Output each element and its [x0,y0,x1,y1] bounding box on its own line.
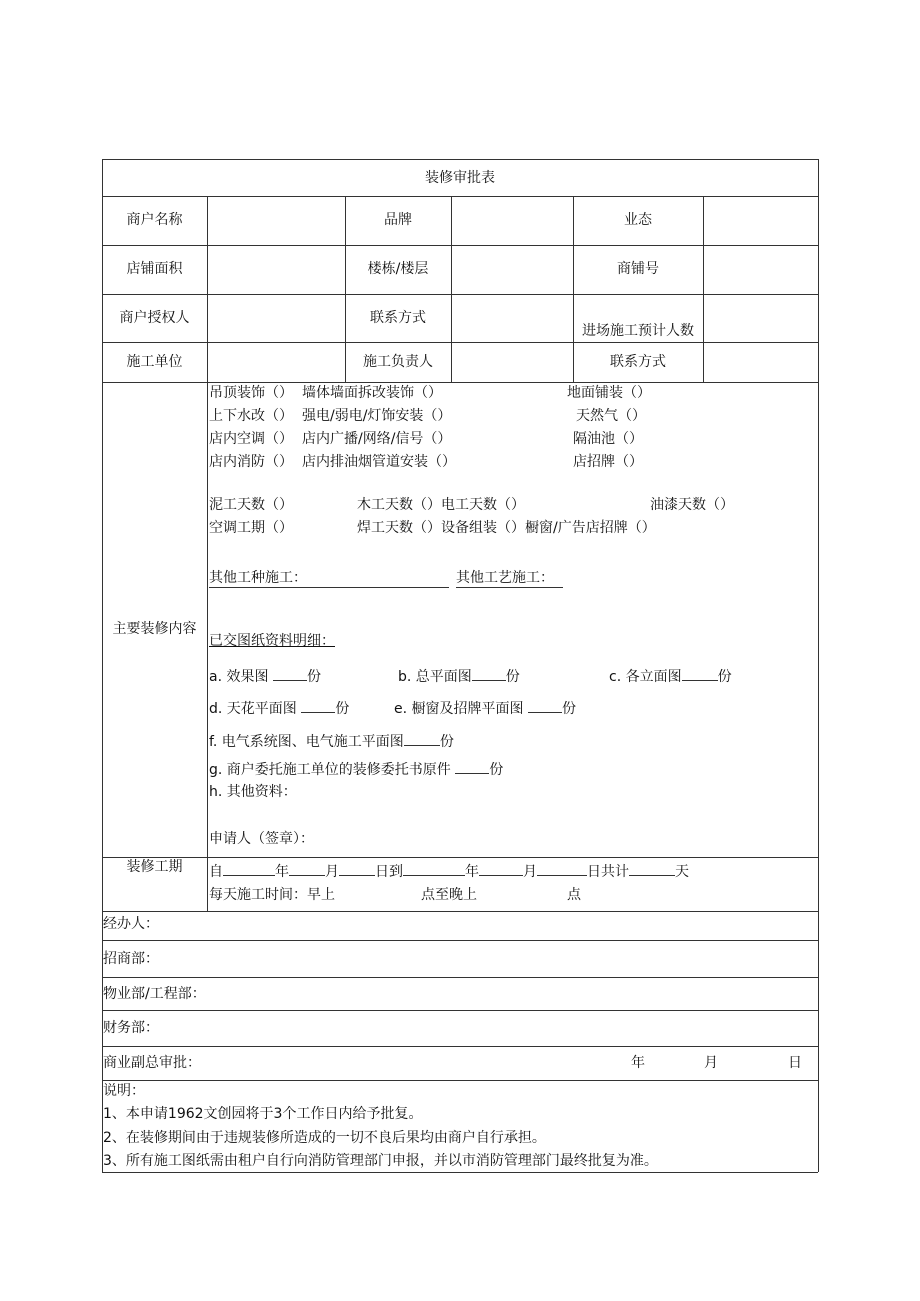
label-contractor: 施工单位 [126,354,183,370]
unit: 份 [717,669,732,685]
drawing-label: c. 各立面图 [609,669,682,685]
date-day: 日 [788,1055,802,1071]
unit: 份 [505,669,520,685]
label-main-content: 主要装修内容 [112,621,197,637]
label-contact-2: 联系方式 [610,354,666,370]
daily-time-to: 点至晚上 [421,887,477,903]
label-building-floor: 楼栋/楼层 [367,261,429,277]
count-blank[interactable] [682,666,718,681]
days-field[interactable]: 泥工天数（） [209,497,293,513]
date-year: 年 [631,1055,645,1071]
divider [102,159,818,160]
daily-time-label: 每天施工时间：早上 [209,887,335,903]
divider [102,1010,818,1011]
leasing-dept-field[interactable]: 招商部： [103,951,159,967]
note: 2、在装修期间由于违规装修所造成的一切不良后果均由商户自行承担。 [103,1130,546,1146]
divider [451,196,452,382]
finance-dept-field[interactable]: 财务部： [103,1020,159,1036]
checkbox-item[interactable]: 天然气（） [576,408,646,424]
handler-field[interactable]: 经办人： [103,916,159,932]
drawing-label: d. 天花平面图 [209,701,297,717]
count-blank[interactable] [472,666,506,681]
checkbox-item[interactable]: 店内排油烟管道安装（） [302,454,456,470]
label-shop-area: 店铺面积 [126,261,183,277]
note: 3、所有施工图纸需由租户自行向消防管理部门申报，并以市消防管理部门最终批复为准。 [103,1153,658,1169]
notes-title: 说明： [103,1083,145,1099]
divider [102,245,818,246]
divider [102,857,818,858]
count-blank[interactable] [301,698,335,713]
label-shop-number: 商铺号 [617,261,659,277]
divider [102,342,818,343]
days-field[interactable]: 空调工期（） [209,520,293,536]
divider [102,1172,818,1173]
label-contractor-lead: 施工负责人 [363,354,433,370]
other-trade-field[interactable]: 其他工种施工： [209,569,449,588]
divider [102,196,818,197]
daily-time-end: 点 [567,887,581,903]
divider [102,382,818,383]
checkbox-item[interactable]: 店内广播/网络/信号（） [302,431,452,447]
checkbox-item[interactable]: 吊顶装饰（） [209,385,293,401]
period-range[interactable]: 自 年 月 日到 年 月 日共计 天 [209,861,689,881]
note: 1、本申请1962文创园将于3个工作日内给予批复。 [103,1106,423,1122]
checkbox-item[interactable]: 地面铺装（） [567,385,651,401]
label-authorized-person: 商户授权人 [119,310,190,326]
form-title: 装修审批表 [425,170,495,186]
divider [102,1080,818,1081]
unit: 份 [489,762,504,778]
date-month: 月 [704,1055,718,1071]
label-merchant-name: 商户名称 [126,212,183,228]
divider [102,1046,818,1047]
label-worker-count: 进场施工预计人数 [582,323,694,339]
drawing-label: b. 总平面图 [398,669,472,685]
label-business-type: 业态 [624,212,652,228]
drawings-title: 已交图纸资料明细： [209,633,335,649]
checkbox-item[interactable]: 店内消防（） [209,454,293,470]
unit: 份 [439,734,454,750]
checkbox-item[interactable]: 上下水改（） [209,408,293,424]
divider [818,159,819,1172]
property-dept-field[interactable]: 物业部/工程部： [103,986,206,1002]
checkbox-item[interactable]: 强电/弱电/灯饰安装（） [302,408,452,424]
other-materials-field[interactable]: h. 其他资料： [209,784,297,800]
divider [102,940,818,941]
applicant-signature[interactable]: 申请人（签章）： [209,831,314,847]
count-blank[interactable] [455,759,489,774]
divider [207,196,208,911]
divider [703,196,704,382]
drawing-label: f. 电气系统图、电气施工平面图 [209,734,404,750]
drawing-label: g. 商户委托施工单位的装修委托书原件 [209,762,451,778]
divider [102,911,818,912]
label-period: 装修工期 [126,859,183,875]
drawing-label: e. 橱窗及招牌平面图 [394,701,524,717]
count-blank[interactable] [273,666,307,681]
other-craft-field[interactable]: 其他工艺施工： [456,569,563,588]
divider [102,977,818,978]
count-blank[interactable] [528,698,562,713]
label-brand: 品牌 [384,212,412,228]
checkbox-item[interactable]: 墙体墙面拆改装饰（） [302,385,442,401]
label-contact: 联系方式 [370,310,426,326]
count-blank[interactable] [404,731,440,746]
unit: 份 [561,701,576,717]
checkbox-item[interactable]: 店招牌（） [573,454,643,470]
days-field[interactable]: 油漆天数（） [650,497,734,513]
divider [102,294,818,295]
vp-approval-field[interactable]: 商业副总审批： [103,1055,201,1071]
unit: 份 [335,701,350,717]
checkbox-item[interactable]: 店内空调（） [209,431,293,447]
days-field[interactable]: 焊工天数（）设备组装（）橱窗/广告店招牌（） [357,520,656,536]
unit: 份 [306,669,321,685]
drawing-label: a. 效果图 [209,669,269,685]
days-field[interactable]: 木工天数（）电工天数（） [357,497,525,513]
checkbox-item[interactable]: 隔油池（） [573,431,643,447]
